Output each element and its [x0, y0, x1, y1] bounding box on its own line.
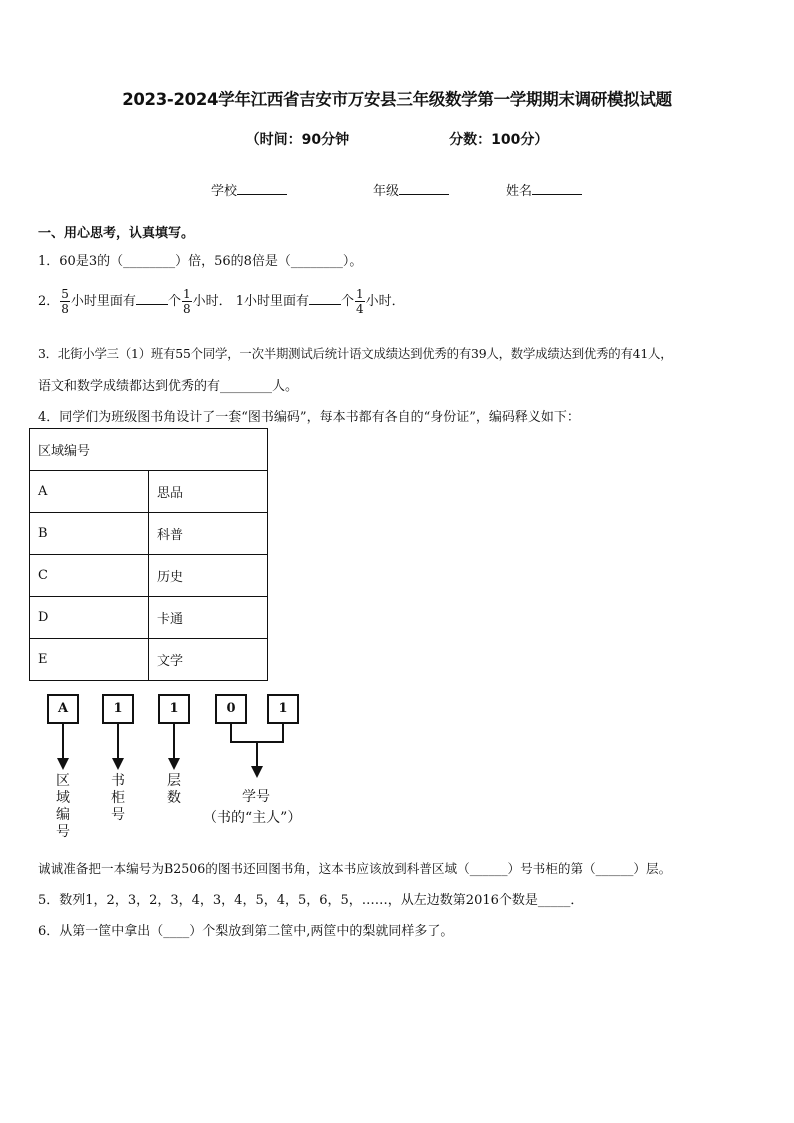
arrowhead-icon	[168, 758, 180, 770]
label-student: 学号	[242, 789, 270, 805]
code-box-layer: 1	[158, 694, 190, 724]
label-char: 域	[56, 790, 70, 806]
code-box-student-1: 0	[215, 694, 247, 724]
question-1: 1．60是3的（________）倍，56的8倍是（________）。	[38, 254, 363, 269]
code-box-student-2: 1	[267, 694, 299, 724]
grade-label: 年级	[373, 184, 400, 199]
label-char: 数	[167, 790, 181, 806]
name-label: 姓名	[506, 184, 533, 199]
label-char: 号	[111, 807, 125, 823]
question-4-intro: 4．同学们为班级图书角设计了一套“图书编码”，每本书都有各自的“身份证”，编码释义如下：	[38, 410, 580, 425]
frac-den: 8	[61, 302, 69, 316]
q2-text: 个	[341, 294, 355, 309]
code-box-region: A	[47, 694, 79, 724]
label-region	[53, 773, 73, 841]
label-owner: （书的“主人”）	[203, 810, 302, 826]
label-char: 层	[167, 773, 181, 789]
label-char: 号	[56, 824, 70, 840]
label-char: 书	[111, 773, 125, 789]
question-6: 6．从第一筐中拿出（____）个梨放到第二筐中,两筐中的梨就同样多了。	[38, 924, 454, 939]
q2-prefix: 2．	[38, 294, 60, 309]
frac-num: 1	[356, 287, 364, 301]
subject-cell: 文学	[149, 639, 268, 681]
arrowhead-icon	[251, 766, 263, 778]
question-3-line-1: 3．北街小学三（1）班有55个同学，一次半期测试后统计语文成绩达到优秀的有39人，数学成绩达到优秀的有41人，	[38, 346, 673, 361]
subject-cell: 思品	[149, 471, 268, 513]
exam-time: （时间：90分钟	[245, 132, 350, 148]
table-header: 区域编号	[30, 429, 268, 471]
exam-score: 分数：100分）	[449, 132, 549, 148]
q2-text: 小时． 1小时里面有	[192, 294, 309, 309]
question-3-line-2: 语文和数学成绩都达到优秀的有________人。	[38, 379, 299, 394]
code-cell: C	[30, 555, 149, 597]
frac-den: 8	[182, 302, 191, 316]
code-cell: D	[30, 597, 149, 639]
subject-cell: 科普	[149, 513, 268, 555]
page-title: 2023-2024学年江西省吉安市万安县三年级数学第一学期期末调研模拟试题	[122, 90, 672, 109]
question-5: 5．数列1，2，3，2，3，4，3，4，5，4，5，6，5，……，从左边数第2016个数是_____．	[38, 893, 584, 908]
q2-text: 个	[167, 294, 181, 309]
subject-cell: 历史	[149, 555, 268, 597]
frac-num: 1	[182, 287, 191, 301]
code-box-shelf: 1	[102, 694, 134, 724]
frac-den: 4	[356, 302, 364, 316]
subject-cell: 卡通	[149, 597, 268, 639]
code-cell: E	[30, 639, 149, 681]
code-cell: B	[30, 513, 149, 555]
q2-text: 小时．	[365, 294, 405, 309]
q2-text: 小时里面有	[70, 294, 136, 309]
label-char: 柜	[111, 790, 125, 806]
school-label: 学校	[211, 184, 238, 199]
bracket-student	[231, 724, 283, 742]
code-cell: A	[30, 471, 149, 513]
section-heading: 一、用心思考，认真填写。	[38, 226, 195, 241]
label-char: 区	[56, 773, 70, 789]
label-shelf	[108, 773, 128, 824]
arrowhead-icon	[112, 758, 124, 770]
label-layer	[164, 773, 184, 807]
label-char: 编	[56, 807, 70, 823]
frac-num: 5	[61, 287, 69, 301]
arrowhead-icon	[57, 758, 69, 770]
question-4-ask: 诚诚准备把一本编号为B2506的图书还回图书角，这本书应该放到科普区域（______）号书柜的第（______）层。	[38, 861, 672, 876]
